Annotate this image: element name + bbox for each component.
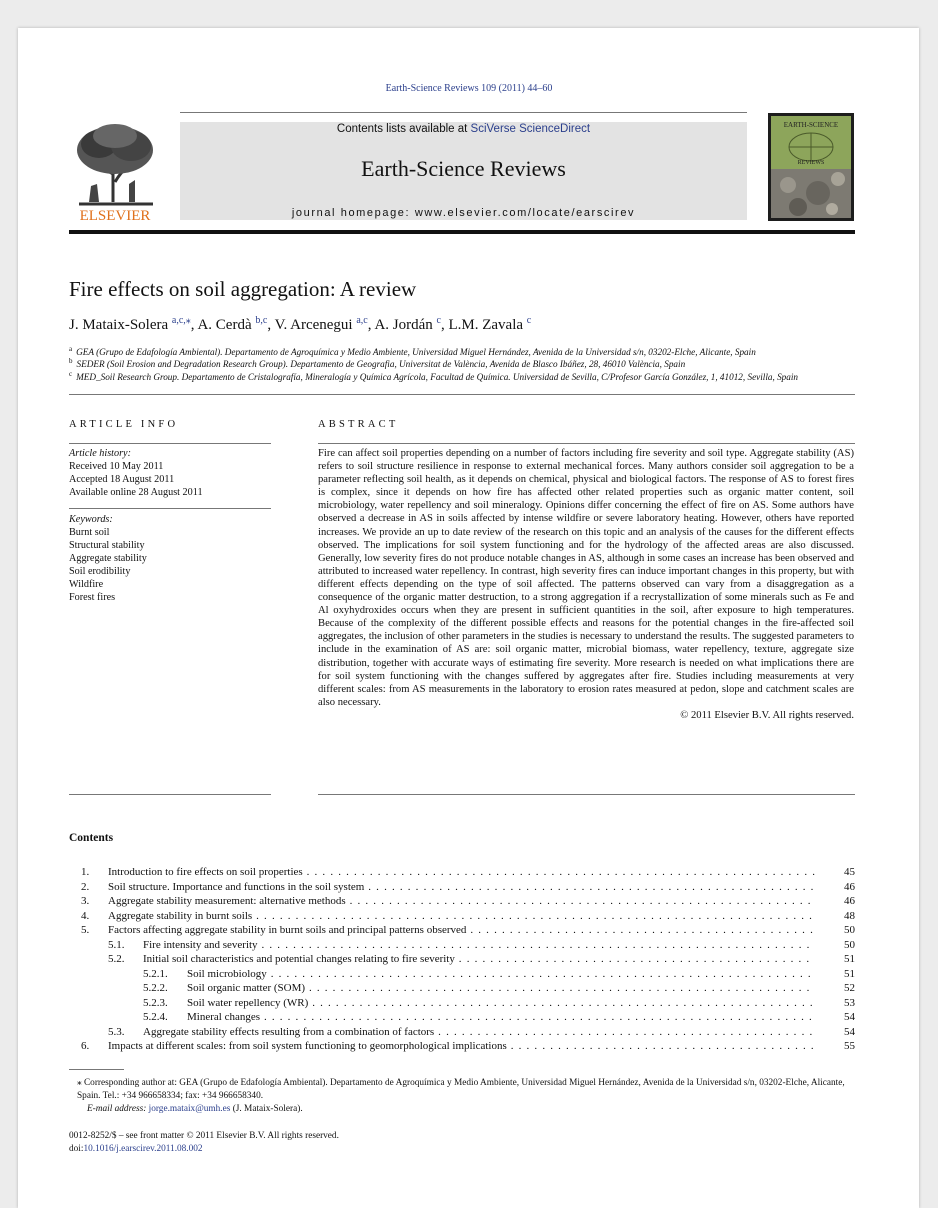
toc-page: 53	[844, 996, 855, 1009]
toc-label: Aggregate stability in burnt soils . . .	[108, 909, 815, 923]
author-separator: ,	[267, 317, 275, 333]
toc-label: Impacts at different scales: from soil system functioning to geomorphological implications . . .	[108, 1039, 815, 1053]
author-affiliation-mark[interactable]: b,c	[255, 315, 268, 326]
toc-number: 5.2.2.	[143, 982, 168, 994]
toc-page: 52	[844, 982, 855, 994]
doi-line: doi:10.1016/j.earscirev.2011.08.002	[69, 1144, 203, 1154]
toc-number: 5.	[81, 924, 90, 936]
keyword-item: Wildfire	[69, 579, 104, 590]
toc-page: 50	[844, 938, 855, 951]
toc-number: 5.1.	[108, 938, 125, 951]
svg-text:REVIEWS: REVIEWS	[797, 160, 825, 166]
author-name: A. Cerdà	[197, 317, 252, 333]
toc-page: 48	[844, 909, 855, 922]
toc-row[interactable]	[69, 894, 855, 908]
toc-number: 5.2.	[108, 953, 125, 965]
affiliations-rule	[69, 394, 855, 395]
toc-row[interactable]	[69, 909, 855, 923]
toc-row[interactable]	[69, 981, 855, 995]
author-name: V. Arcenegui	[274, 317, 353, 333]
toc-label: Soil water repellency (WR) . . .	[187, 996, 815, 1010]
keyword-item: Structural stability	[69, 540, 145, 551]
toc-label: Factors affecting aggregate stability in burnt soils and principal patterns observed . . .	[108, 923, 815, 937]
issn-line: 0012-8252/$ – see front matter © 2011 Elsevier B.V. All rights reserved.	[69, 1131, 339, 1141]
toc-label: Aggregate stability effects resulting from a combination of factors . . .	[143, 1025, 815, 1039]
toc-label: Soil organic matter (SOM) . . .	[187, 981, 815, 995]
author-separator: ,	[190, 317, 198, 333]
article-history	[69, 447, 203, 499]
toc-page: 54	[844, 1025, 855, 1038]
toc-row[interactable]	[69, 1010, 855, 1024]
doi-link[interactable]: 10.1016/j.earscirev.2011.08.002	[83, 1144, 203, 1154]
author-affiliation-mark[interactable]: c	[436, 315, 441, 326]
article-info-heading: ARTICLE INFO	[69, 419, 179, 430]
history-accepted: Accepted 18 August 2011	[69, 474, 175, 485]
toc-number: 5.3.	[108, 1025, 125, 1038]
history-label: Article history:	[69, 448, 131, 459]
elsevier-tree-icon	[69, 122, 161, 224]
abstract-rule	[318, 443, 855, 444]
toc-number: 1.	[81, 866, 90, 878]
keywords-label: Keywords:	[69, 514, 113, 525]
toc-page: 46	[844, 895, 855, 907]
toc-number: 6.	[81, 1040, 90, 1052]
keywords-rule	[69, 508, 271, 509]
toc-label: Aggregate stability measurement: alternative methods . . .	[108, 894, 815, 908]
toc-number: 5.2.4.	[143, 1011, 168, 1023]
toc-page: 51	[844, 967, 855, 980]
svg-text:EARTH-SCIENCE: EARTH-SCIENCE	[783, 121, 839, 129]
abstract-body	[318, 447, 854, 722]
journal-citation: Earth-Science Reviews 109 (2011) 44–60	[385, 83, 553, 94]
toc-page: 45	[844, 866, 855, 878]
affiliation-c: $^c$ MED_Soil Research Group. Departamento de Cristalografía, Mineralogía y Química Agrícola, Facultad de Química. Universidad de Sevilla, C/Profesor García González, 1, 41012, Sevilla, Spain	[69, 370, 799, 383]
author-name: A. Jordán	[374, 317, 433, 333]
header-heavy-rule	[69, 230, 855, 234]
article-info-rule	[69, 443, 271, 444]
keyword-item: Forest fires	[69, 592, 116, 603]
article-title: Fire effects on soil aggregation: A review	[69, 277, 417, 301]
author-list	[69, 315, 531, 334]
email-link[interactable]: jorge.mataix@umh.es	[148, 1104, 231, 1114]
elsevier-logo	[69, 122, 161, 224]
author-separator: ,	[367, 317, 375, 333]
toc-row[interactable]	[69, 1025, 855, 1039]
abstract-copyright: © 2011 Elsevier B.V. All rights reserved.	[680, 709, 854, 721]
toc-page: 51	[844, 953, 855, 965]
contents-heading: Contents	[69, 832, 114, 844]
toc-row[interactable]	[69, 923, 855, 937]
toc-label: Initial soil characteristics and potential changes relating to fire severity . . .	[143, 952, 815, 966]
journal-title: Earth-Science Reviews	[361, 156, 566, 181]
abstract-heading: ABSTRACT	[318, 419, 399, 430]
footnote-rule	[69, 1069, 124, 1070]
affiliation-b: $^b$ SEDER (Soil Erosion and Degradation Research Group). Departamento de Geografia, Universitat de València, Avenida de Blasco Ibáñez, 28, 46010 València, Spain	[69, 357, 686, 370]
toc-row[interactable]	[69, 938, 855, 952]
header-rule	[180, 112, 747, 113]
front-matter	[69, 1130, 339, 1156]
journal-cover-image	[768, 113, 854, 221]
corresponding-author-footnote: ⁎ Corresponding author at: GEA (Grupo de Edafología Ambiental). Departamento de Agroquímica y Medio Ambiente, Universidad Miguel Hernández, Avenida de la Universidad s/n, 03202-Elche, Alicante, Spain. Tel.: +34 966658334; fax: +34 966658340. E-mail address: jorge.mataix@umh.es (J. Mataix-Solera).	[77, 1078, 845, 1114]
author-affiliation-mark[interactable]: a,c	[356, 315, 368, 326]
toc-number: 5.2.1.	[143, 967, 168, 980]
toc-label: Introduction to fire effects on soil properties . . .	[108, 865, 815, 879]
history-received: Received 10 May 2011	[69, 461, 164, 472]
keyword-item: Aggregate stability	[69, 553, 147, 564]
abstract-text: Fire can affect soil properties depending on a number of factors including fire severity and soil type. Aggregate stability (AS) refers to soil structure resilience in response to external mechanical forces. Many authors consider soil aggregation to be a parameter reflecting soil health, as it depends on chemical, physical and biological factors. The response of AS to forest fires is complex, since it depends on how fire has affected other related properties such as organic matter content, soil microbiology, water repellency and soil mineralogy. Opinions differ concerning the effect of fire on AS. Some authors have observed a decrease in AS in soils affected by intense wildfire or severe laboratory heating. However, others have reported increases. We provide an up to date review of the research on this topic and an analysis of the causes for the different effects observed. The implications for soil system functioning and for the hydrology of the affected areas are also discussed. Generally, low severity fires do not produce notable changes in AS, although in some cases an increase has been observed and attributed to increased water repellency. In contrast, high severity fires can induce important changes in this property, but with different effects depending on the type of soil affected. The patterns observed can vary from a disaggregation as a consequence of the organic matter destruction, to a strong aggregation if a recrystallization of some minerals such as Fe and Al oxyhydroxides occurs when they are present in sufficient quantities in the soil, after exposure to high temperatures. Because of the complexity of the different possible effects and reasons for the potential changes in the fire-affected soil aggregates, the inclusion of other parameters in the studies is necessary to understand the results. The suggested parameters to include in the examination of AS are: soil organic matter, microbial biomass, water repellency, texture, aggregate size distribution, together with accurate ways of estimating fire severity. More research is needed on what implications there are for soil system functioning with the changes suffered by aggregates after fire. Studies including measurements at very different scales: from AS measurements in the laboratory to erosion rates measured at pedon, slope and catchment scales are also necessary.	[318, 448, 854, 708]
toc-row[interactable]	[69, 996, 855, 1010]
toc-number: 3.	[81, 895, 90, 907]
toc-number: 2.	[81, 880, 90, 893]
toc-label: Fire intensity and severity . . .	[143, 938, 815, 952]
author-separator: ,	[440, 317, 449, 333]
toc-page: 50	[844, 924, 855, 936]
author-name: J. Mataix-Solera	[69, 317, 169, 333]
toc-row[interactable]	[69, 967, 855, 981]
contents-available: Contents lists available at SciVerse ScienceDirect	[336, 123, 591, 135]
abstract-bottom-rule	[318, 794, 855, 795]
journal-homepage: journal homepage: www.elsevier.com/locate/earscirev	[291, 207, 636, 219]
toc-label: Mineral changes . . .	[187, 1010, 815, 1024]
toc-page: 54	[844, 1011, 855, 1023]
keyword-item: Burnt soil	[69, 527, 110, 538]
toc-label: Soil structure. Importance and functions in the soil system . . .	[108, 880, 815, 894]
toc-page: 46	[844, 880, 855, 893]
sciencedirect-link[interactable]: SciVerse ScienceDirect	[470, 123, 591, 135]
toc-row[interactable]	[69, 865, 855, 879]
author-affiliation-mark[interactable]: a,c,⁎	[171, 315, 191, 326]
keyword-item: Soil erodibility	[69, 566, 131, 577]
toc-number: 4.	[81, 909, 90, 922]
keywords	[69, 513, 147, 604]
toc-page: 55	[844, 1040, 855, 1052]
author-name: L.M. Zavala	[448, 317, 524, 333]
article-info-bottom-rule	[69, 794, 271, 795]
toc-row[interactable]	[69, 952, 855, 966]
toc-label: Soil microbiology . . .	[187, 967, 815, 981]
author-affiliation-mark[interactable]: c	[526, 315, 532, 326]
toc-row[interactable]	[69, 880, 855, 894]
svg-text:ELSEVIER: ELSEVIER	[79, 208, 151, 224]
toc-row[interactable]	[69, 1039, 855, 1053]
toc-number: 5.2.3.	[143, 996, 168, 1009]
affiliation-a: $^a$ GEA (Grupo de Edafología Ambiental). Departamento de Agroquímica y Medio Ambiente, Universidad Miguel Hernández, Avenida de la Universidad s/n, 03202-Elche, Alicante, Spain	[69, 345, 756, 358]
history-online: Available online 28 August 2011	[69, 487, 203, 498]
